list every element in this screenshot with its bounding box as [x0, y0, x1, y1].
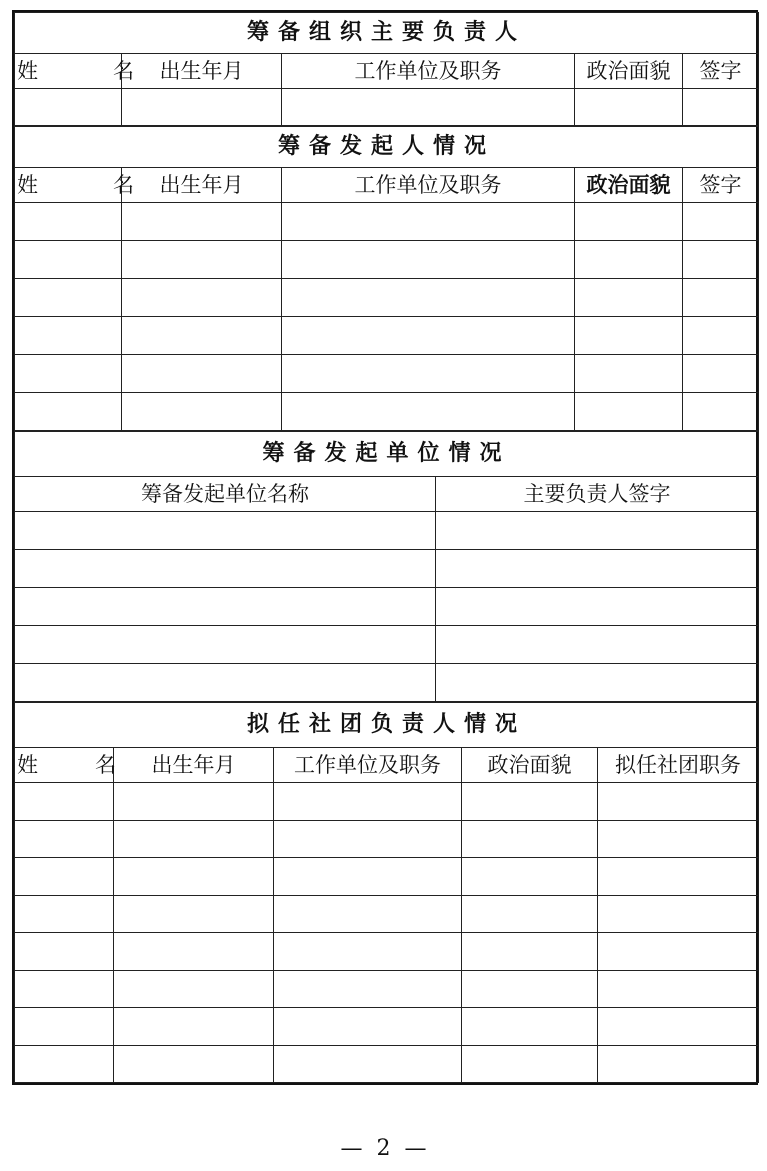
table-row — [15, 895, 759, 933]
cell[interactable] — [15, 393, 122, 431]
cell[interactable] — [122, 89, 282, 126]
cell[interactable] — [114, 783, 274, 821]
cell[interactable] — [15, 241, 122, 279]
cell[interactable] — [274, 1008, 462, 1046]
page-number-footer — [0, 1136, 767, 1161]
section-title: 拟任社团负责人情况 — [15, 703, 759, 748]
cell[interactable] — [122, 317, 282, 355]
col-signature: 签字 — [683, 54, 759, 89]
cell[interactable] — [274, 895, 462, 933]
cell[interactable] — [598, 783, 759, 821]
cell[interactable] — [282, 355, 575, 393]
cell[interactable] — [436, 664, 759, 702]
section-organizer-leader — [14, 12, 759, 126]
cell[interactable] — [282, 279, 575, 317]
section-title: 筹备组织主要负责人 — [15, 13, 759, 54]
cell[interactable] — [274, 820, 462, 858]
cell[interactable] — [598, 1008, 759, 1046]
cell[interactable] — [274, 970, 462, 1008]
cell[interactable] — [462, 933, 598, 971]
col-name: 姓 名 — [15, 748, 114, 783]
cell[interactable] — [15, 626, 436, 664]
cell[interactable] — [274, 933, 462, 971]
table-row — [15, 626, 759, 664]
cell[interactable] — [15, 664, 436, 702]
table-row — [15, 317, 759, 355]
table-row — [15, 820, 759, 858]
cell[interactable] — [282, 89, 575, 126]
cell[interactable] — [15, 858, 114, 896]
table-row — [15, 203, 759, 241]
section-founders — [14, 126, 759, 431]
cell[interactable] — [462, 820, 598, 858]
table-row — [15, 89, 759, 126]
table-row — [15, 858, 759, 896]
cell[interactable] — [15, 89, 122, 126]
cell[interactable] — [462, 895, 598, 933]
section-title: 筹备发起人情况 — [15, 127, 759, 168]
cell[interactable] — [15, 820, 114, 858]
cell[interactable] — [436, 626, 759, 664]
cell[interactable] — [598, 820, 759, 858]
cell[interactable] — [114, 895, 274, 933]
cell[interactable] — [15, 512, 436, 550]
cell[interactable] — [122, 355, 282, 393]
cell[interactable] — [282, 203, 575, 241]
col-leader-signature: 主要负责人签字 — [436, 477, 759, 512]
cell[interactable] — [598, 970, 759, 1008]
col-unit-name: 筹备发起单位名称 — [15, 477, 436, 512]
cell[interactable] — [114, 970, 274, 1008]
cell[interactable] — [575, 203, 683, 241]
cell[interactable] — [15, 317, 122, 355]
cell[interactable] — [122, 203, 282, 241]
cell[interactable] — [15, 1008, 114, 1046]
cell[interactable] — [114, 1045, 274, 1083]
cell[interactable] — [683, 241, 759, 279]
cell[interactable] — [436, 588, 759, 626]
table-row — [15, 1045, 759, 1083]
cell[interactable] — [598, 858, 759, 896]
cell[interactable] — [683, 279, 759, 317]
cell[interactable] — [122, 241, 282, 279]
col-work-unit: 工作单位及职务 — [282, 54, 575, 89]
cell[interactable] — [15, 1045, 114, 1083]
table-row — [15, 393, 759, 431]
registration-form — [12, 10, 758, 1085]
cell[interactable] — [122, 279, 282, 317]
cell[interactable] — [462, 970, 598, 1008]
dash-right: — — [404, 1136, 427, 1161]
cell[interactable] — [683, 355, 759, 393]
cell[interactable] — [15, 203, 122, 241]
page-number: 2 — [376, 1136, 391, 1161]
table-row — [15, 1008, 759, 1046]
cell[interactable] — [15, 355, 122, 393]
cell[interactable] — [598, 933, 759, 971]
col-signature: 签字 — [683, 168, 759, 203]
cell[interactable] — [114, 858, 274, 896]
cell[interactable] — [683, 203, 759, 241]
table-row — [15, 588, 759, 626]
cell[interactable] — [683, 317, 759, 355]
cell[interactable] — [282, 393, 575, 431]
table-row — [15, 933, 759, 971]
cell[interactable] — [15, 279, 122, 317]
cell[interactable] — [575, 355, 683, 393]
cell[interactable] — [575, 279, 683, 317]
col-politics: 政治面貌 — [462, 748, 598, 783]
cell[interactable] — [15, 970, 114, 1008]
col-name: 姓 名 — [15, 168, 122, 203]
table-row — [15, 664, 759, 702]
cell[interactable] — [598, 1045, 759, 1083]
cell[interactable] — [575, 241, 683, 279]
table-row — [15, 512, 759, 550]
cell[interactable] — [598, 895, 759, 933]
table-row — [15, 355, 759, 393]
cell[interactable] — [575, 393, 683, 431]
cell[interactable] — [15, 783, 114, 821]
col-birth: 出生年月 — [114, 748, 274, 783]
dash-left: — — [340, 1136, 363, 1161]
col-politics: 政治面貌 — [575, 168, 683, 203]
col-work-unit: 工作单位及职务 — [282, 168, 575, 203]
section-proposed-leaders — [14, 702, 759, 1083]
col-work-unit: 工作单位及职务 — [274, 748, 462, 783]
col-birth: 出生年月 — [122, 168, 282, 203]
cell[interactable] — [274, 858, 462, 896]
cell[interactable] — [462, 1045, 598, 1083]
cell[interactable] — [282, 241, 575, 279]
cell[interactable] — [114, 820, 274, 858]
col-birth: 出生年月 — [122, 54, 282, 89]
cell[interactable] — [462, 783, 598, 821]
table-row — [15, 241, 759, 279]
cell[interactable] — [575, 89, 683, 126]
col-proposed-role: 拟任社团职务 — [598, 748, 759, 783]
cell[interactable] — [114, 1008, 274, 1046]
cell[interactable] — [15, 933, 114, 971]
cell[interactable] — [114, 933, 274, 971]
col-name: 姓 名 — [15, 54, 122, 89]
section-title: 筹备发起单位情况 — [15, 432, 759, 477]
cell[interactable] — [462, 1008, 598, 1046]
cell[interactable] — [683, 89, 759, 126]
cell[interactable] — [15, 588, 436, 626]
cell[interactable] — [15, 895, 114, 933]
cell[interactable] — [436, 550, 759, 588]
table-row — [15, 550, 759, 588]
cell[interactable] — [274, 783, 462, 821]
section-founding-units — [14, 431, 759, 702]
cell[interactable] — [274, 1045, 462, 1083]
table-row — [15, 783, 759, 821]
table-row — [15, 279, 759, 317]
cell[interactable] — [282, 317, 575, 355]
table-row — [15, 970, 759, 1008]
cell[interactable] — [436, 512, 759, 550]
col-politics: 政治面貌 — [575, 54, 683, 89]
cell[interactable] — [575, 317, 683, 355]
cell[interactable] — [15, 550, 436, 588]
cell[interactable] — [683, 393, 759, 431]
cell[interactable] — [122, 393, 282, 431]
cell[interactable] — [462, 858, 598, 896]
